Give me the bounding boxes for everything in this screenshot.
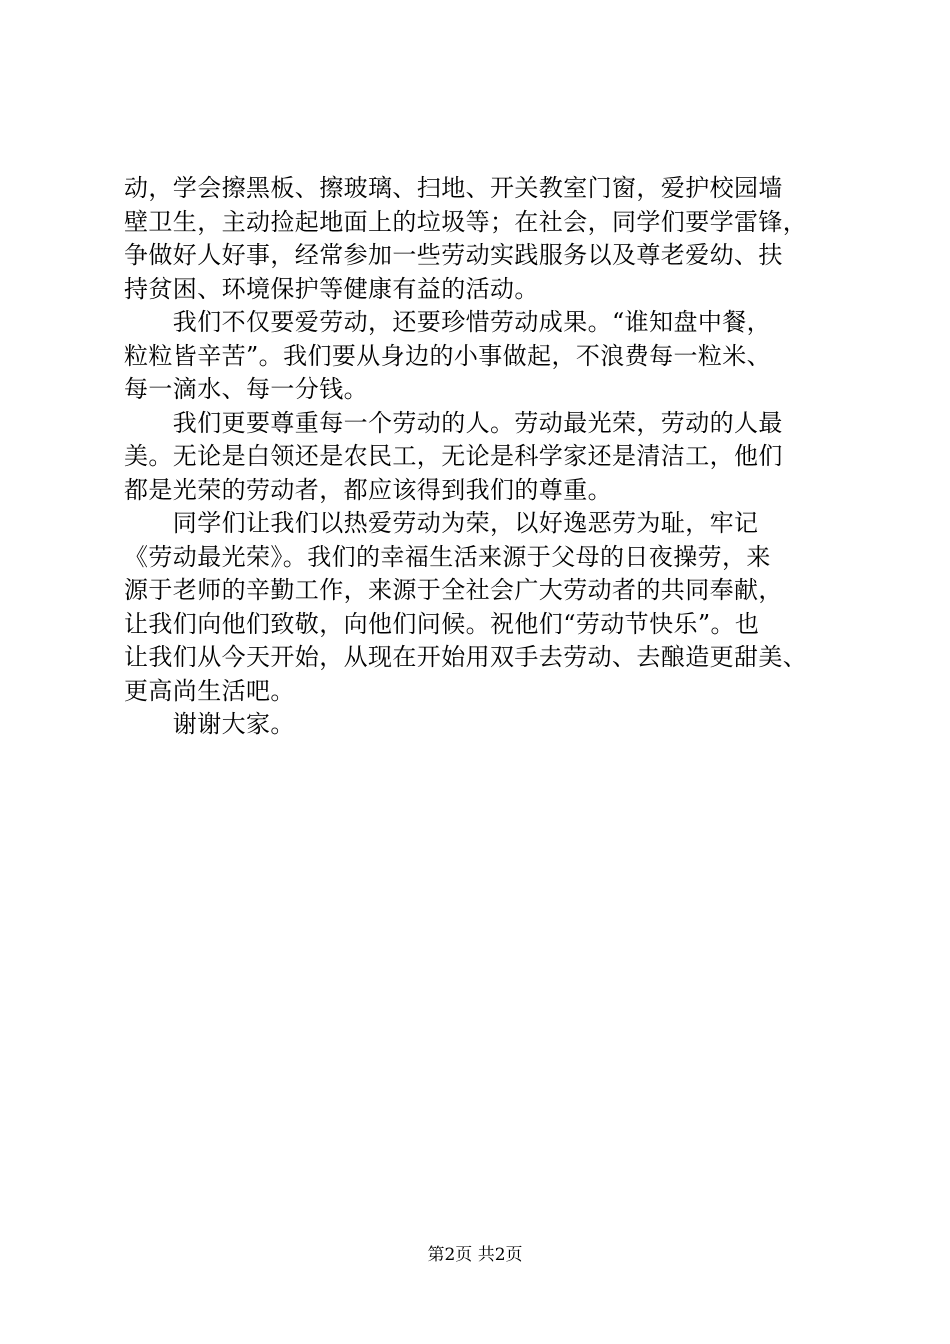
- text-line: 美。无论是白领还是农民工，无论是科学家还是清洁工，他们: [124, 442, 783, 470]
- paragraph-3: [124, 407, 864, 508]
- page-number: 第2页 共2页: [427, 1245, 523, 1265]
- text-line: 都是光荣的劳动者，都应该得到我们的尊重。: [124, 475, 612, 504]
- paragraph-1: [124, 172, 864, 306]
- text-line: 粒粒皆辛苦”。我们要从身边的小事做起，不浪费每一粒米、: [124, 341, 772, 370]
- text-line: 更高尚生活吧。: [124, 676, 295, 705]
- text-line: 壁卫生，主动捡起地面上的垃圾等；在社会，同学们要学雷锋，: [124, 207, 808, 236]
- text-line: 谢谢大家。: [124, 710, 295, 738]
- text-line: 我们不仅要爱劳动，还要珍惜劳动成果。“谁知盘中餐，: [124, 308, 772, 336]
- text-line: 让我们从今天开始，从现在开始用双手去劳动、去酿造更甜美、: [124, 643, 808, 671]
- text-line: 动，学会擦黑板、擦玻璃、扫地、开关教室门窗，爱护校园墙: [124, 174, 783, 202]
- text-line: 我们更要尊重每一个劳动的人。劳动最光荣，劳动的人最: [124, 408, 783, 437]
- text-line: 每一滴水、每一分钱。: [124, 375, 368, 403]
- paragraph-2: [124, 306, 864, 407]
- paragraph-4: [124, 507, 864, 708]
- paragraph-5: [124, 708, 864, 742]
- document-body: [124, 172, 864, 742]
- text-line: 让我们向他们致敬，向他们问候。祝他们“劳动节快乐”。也: [124, 609, 760, 638]
- text-line: 争做好人好事，经常参加一些劳动实践服务以及尊老爱幼、扶: [124, 241, 783, 269]
- text-line: 源于老师的辛勤工作，来源于全社会广大劳动者的共同奉献，: [124, 576, 783, 604]
- page-footer: [0, 1245, 950, 1265]
- text-line: 《劳动最光荣》。我们的幸福生活来源于父母的日夜操劳，来: [124, 542, 771, 571]
- text-line: 同学们让我们以热爱劳动为荣，以好逸恶劳为耻，牢记: [124, 509, 759, 537]
- text-line: 持贫困、环境保护等健康有益的活动。: [124, 274, 539, 303]
